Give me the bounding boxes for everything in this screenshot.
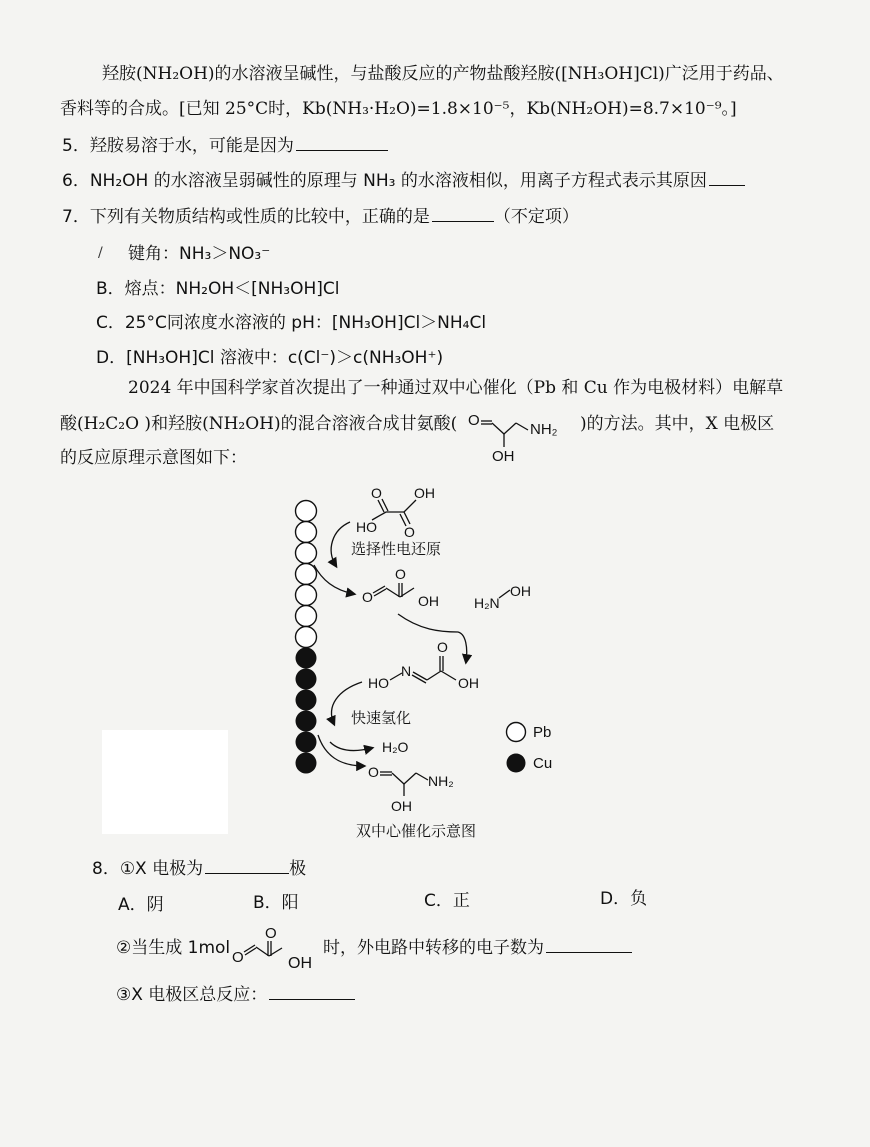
- svg-text:O: O: [362, 589, 373, 605]
- intro-line-1: 羟胺(NH₂OH)的水溶液呈碱性，与盐酸反应的产物盐酸羟胺([NH₃OH]Cl)广泛用于药品、: [102, 64, 784, 84]
- choice-b[interactable]: B．阳: [253, 893, 299, 913]
- question-8-2-suffix: 时，外电路中转移的电子数为: [323, 938, 544, 958]
- electrode-column: [296, 501, 317, 774]
- arrow-product-water: [330, 742, 372, 750]
- svg-text:H₂N: H₂N: [474, 595, 500, 611]
- legend: [507, 723, 553, 773]
- option-a-mark: /: [98, 245, 103, 261]
- choice-d[interactable]: D．负: [600, 889, 648, 909]
- cu-atom: [296, 753, 317, 774]
- oxime-structure: [368, 639, 479, 691]
- svg-text:O: O: [368, 764, 379, 780]
- glyoxylic-acid-inline: [228, 922, 324, 974]
- cu-atom: [296, 690, 317, 711]
- intro-line-2: 香料等的合成。[已知 25°C时，Kb(NH₃·H₂O)=1.8×10⁻⁵，Kb(NH₂OH)=8.7×10⁻⁹。]: [60, 99, 737, 119]
- question-8-part-2: [323, 940, 632, 957]
- question-8-part-3: [116, 987, 355, 1004]
- question-8-3-text: ③X 电极区总反应：: [116, 985, 268, 1005]
- question-8-part-1: [92, 861, 306, 878]
- svg-text:O: O: [437, 639, 448, 655]
- pb-atom: [296, 564, 317, 585]
- oxalic-acid-structure: [356, 485, 435, 540]
- svg-text:O: O: [404, 524, 415, 540]
- pb-atom: [296, 627, 317, 648]
- svg-text:OH: OH: [418, 593, 439, 609]
- svg-text:O: O: [265, 925, 277, 942]
- arrow-reduction: [331, 522, 350, 566]
- question-7-suffix: （不定项）: [493, 207, 579, 227]
- passage-line-2a: 酸(H₂C₂O )和羟胺(NH₂OH)的混合溶液合成甘氨酸(: [60, 414, 458, 434]
- step-label-hydrogenation: 快速氢化: [351, 709, 412, 727]
- pb-atom: [296, 585, 317, 606]
- svg-text:HO: HO: [368, 675, 389, 691]
- cu-atom: [296, 711, 317, 732]
- svg-text:OH: OH: [391, 798, 412, 814]
- svg-text:O: O: [232, 949, 244, 966]
- svg-text:OH: OH: [288, 955, 312, 972]
- choice-a[interactable]: A．阴: [118, 895, 164, 915]
- cu-atom: [296, 648, 317, 669]
- svg-text:OH: OH: [458, 675, 479, 691]
- svg-text:N: N: [401, 663, 412, 679]
- arrow-condensation: [398, 614, 467, 662]
- option-d[interactable]: D．[NH₃OH]Cl 溶液中：c(Cl⁻)＞c(NH₃OH⁺): [96, 348, 444, 368]
- cu-atom: [296, 669, 317, 690]
- pb-atom: [296, 522, 317, 543]
- passage-line-1: 2024 年中国科学家首次提出了一种通过双中心催化（Pb 和 Cu 作为电极材料）电解草: [128, 378, 784, 398]
- svg-text:OH: OH: [492, 448, 515, 465]
- answer-blank-8-3[interactable]: [269, 999, 355, 1000]
- cu-atom: [296, 732, 317, 753]
- svg-text:O: O: [468, 412, 480, 429]
- hydroxylamine-structure: [474, 583, 531, 611]
- question-8-1-prefix: 8．①X 电极为: [92, 859, 204, 879]
- blank-region: [102, 730, 228, 834]
- question-8-part-2-prefix: ②当生成 1mol: [116, 938, 231, 958]
- legend-cu-label: Cu: [533, 755, 553, 772]
- svg-text:OH: OH: [510, 583, 531, 599]
- question-7-stem: 7．下列有关物质结构或性质的比较中，正确的是: [62, 207, 430, 227]
- pb-atom: [296, 606, 317, 627]
- diagram-caption: 双中心催化示意图: [356, 822, 477, 840]
- svg-text:O: O: [371, 485, 382, 501]
- glycine-structure: [368, 764, 454, 814]
- legend-pb-label: Pb: [533, 724, 552, 741]
- passage-line-3: 的反应原理示意图如下：: [60, 448, 247, 468]
- svg-text:NH₂: NH₂: [530, 421, 558, 438]
- option-a[interactable]: 键角：NH₃＞NO₃⁻: [128, 244, 271, 264]
- choice-c[interactable]: C．正: [424, 891, 470, 911]
- answer-blank-8-2[interactable]: [546, 952, 632, 953]
- question-6-text: 6．NH₂OH 的水溶液呈弱碱性的原理与 NH₃ 的水溶液相似，用离子方程式表示其原因: [62, 171, 707, 191]
- question-5-text: 5．羟胺易溶于水，可能是因为: [62, 136, 294, 156]
- glyoxylic-acid-structure: [314, 565, 439, 609]
- svg-text:HO: HO: [356, 519, 377, 535]
- pb-atom: [296, 501, 317, 522]
- legend-pb-marker: [507, 723, 526, 742]
- answer-blank-8-1[interactable]: [205, 873, 289, 874]
- option-c[interactable]: C．25°C同浓度水溶液的 pH：[NH₃OH]Cl＞NH₄Cl: [96, 313, 487, 333]
- legend-cu-marker: [507, 754, 526, 773]
- svg-text:O: O: [395, 566, 406, 582]
- pb-atom: [296, 543, 317, 564]
- passage-line-2b: )的方法。其中，X 电极区: [580, 414, 775, 434]
- svg-text:OH: OH: [414, 485, 435, 501]
- step-label-reduction: 选择性电还原: [351, 540, 442, 558]
- option-b[interactable]: B．熔点：NH₂OH＜[NH₃OH]Cl: [96, 279, 340, 299]
- question-8-1-suffix: 极: [289, 859, 307, 879]
- svg-text:NH₂: NH₂: [428, 773, 454, 789]
- water-label: H₂O: [382, 739, 409, 755]
